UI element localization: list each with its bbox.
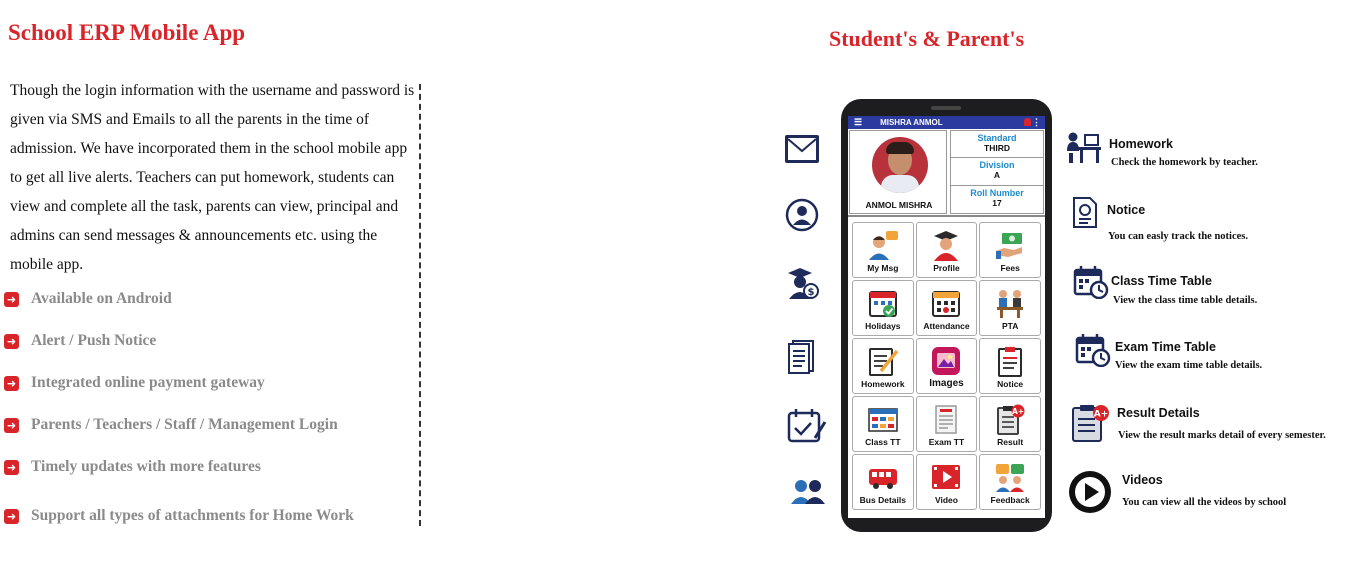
- tile-label: Attendance: [923, 321, 970, 331]
- feature-item: [4, 458, 261, 476]
- feature-text: Integrated online payment gateway: [31, 374, 265, 391]
- avatar: [872, 137, 928, 193]
- calendar-clock-icon: [1075, 333, 1111, 367]
- gallery-icon: [930, 345, 962, 377]
- tile-label: Feedback: [990, 495, 1030, 505]
- avatar-shirt: [881, 175, 919, 193]
- tile-label: Class TT: [865, 437, 901, 447]
- left-title: School ERP Mobile App: [8, 20, 246, 45]
- student-profile-card: [848, 129, 1045, 217]
- tile-exam-tt[interactable]: [916, 396, 978, 452]
- tile-label: Images: [929, 378, 964, 389]
- feature-title: Exam Time Table: [1115, 340, 1216, 354]
- feature-item: [4, 332, 156, 350]
- feature-desc: Check the homework by teacher.: [1111, 157, 1258, 168]
- tile-attendance[interactable]: [916, 280, 978, 336]
- tile-class-tt[interactable]: [852, 396, 914, 452]
- app-bar-title: MISHRA ANMOL: [880, 118, 943, 127]
- envelope-icon: [784, 134, 820, 164]
- feature-desc: You can easly track the notices.: [1108, 231, 1248, 242]
- hamburger-menu-icon[interactable]: ☰: [854, 117, 863, 127]
- info-standard: [950, 130, 1044, 158]
- feature-text: Timely updates with more features: [31, 458, 261, 475]
- arrow-right-icon: ➜: [4, 334, 19, 349]
- tile-label: Bus Details: [859, 495, 906, 505]
- tile-video[interactable]: [916, 454, 978, 510]
- app-tile-grid: [851, 221, 1042, 511]
- feature-desc: View the result marks detail of every semester.: [1118, 430, 1326, 441]
- tile-label: Profile: [933, 263, 960, 273]
- calendar-check-icon: [867, 287, 899, 319]
- tile-label: My Msg: [867, 263, 899, 273]
- calendar-grid-icon: [930, 287, 962, 319]
- avatar-hair: [886, 142, 914, 154]
- info-label: Roll Number: [970, 188, 1024, 198]
- student-name: ANMOL MISHRA: [865, 200, 933, 210]
- graduate-dollar-icon: [784, 265, 820, 301]
- app-bar: [848, 116, 1045, 129]
- info-value: A: [993, 170, 1001, 180]
- svg-text:$: $: [807, 287, 815, 298]
- feature-desc: View the class time table details.: [1113, 295, 1258, 306]
- avatar-box: [849, 130, 947, 214]
- feature-item: [4, 290, 172, 308]
- calendar-check-icon: [787, 408, 827, 444]
- film-play-icon: [930, 461, 962, 493]
- feature-desc: View the exam time table details.: [1115, 360, 1263, 371]
- feature-item: [4, 507, 354, 525]
- timetable-icon: [867, 403, 899, 435]
- document-list-icon: [788, 340, 814, 374]
- homework-pen-icon: [867, 345, 899, 377]
- tile-label: Notice: [997, 379, 1024, 389]
- feature-item: [4, 416, 338, 434]
- more-vert-icon[interactable]: ⋮: [1032, 117, 1041, 127]
- result-plus-icon: [994, 403, 1026, 435]
- arrow-right-icon: ➜: [4, 418, 19, 433]
- feature-title: Class Time Table: [1111, 274, 1212, 288]
- tile-result[interactable]: [979, 396, 1041, 452]
- tile-profile[interactable]: [916, 222, 978, 278]
- desk-study-icon: [1064, 131, 1102, 165]
- dashed-divider: [419, 84, 421, 526]
- cash-hand-icon: [994, 229, 1026, 261]
- feature-title: Videos: [1122, 473, 1163, 487]
- info-value: 17: [992, 198, 1002, 208]
- svg-text:A+: A+: [1012, 407, 1025, 416]
- arrow-right-icon: ➜: [4, 292, 19, 307]
- phone-speaker: [931, 106, 961, 110]
- svg-text:A+: A+: [1093, 409, 1109, 420]
- calendar-clock-icon: [1073, 265, 1109, 299]
- arrow-right-icon: ➜: [4, 509, 19, 524]
- phone-mockup: [841, 99, 1052, 532]
- center-title: Student's & Parent's: [829, 26, 1025, 51]
- info-division: [950, 158, 1044, 186]
- tile-label: Holidays: [865, 321, 901, 331]
- graduate-icon: [930, 229, 962, 261]
- info-label: Standard: [977, 133, 1017, 143]
- bus-icon: [867, 461, 899, 493]
- tile-label: Video: [934, 495, 958, 505]
- tile-label: Exam TT: [928, 437, 965, 447]
- tile-label: Result: [997, 437, 1024, 447]
- notice-clipboard-icon: [994, 345, 1026, 377]
- feature-title: Homework: [1109, 137, 1173, 151]
- feature-desc: You can view all the videos by school: [1122, 497, 1287, 508]
- phone-screen: [848, 116, 1045, 518]
- tile-label: Fees: [1000, 263, 1020, 273]
- info-roll-number: [950, 186, 1044, 214]
- tile-my-msg[interactable]: [852, 222, 914, 278]
- tile-label: PTA: [1001, 321, 1019, 331]
- play-circle-icon: [1068, 470, 1112, 514]
- student-info: [950, 130, 1044, 214]
- info-value: THIRD: [984, 143, 1010, 153]
- tile-images[interactable]: [916, 338, 978, 394]
- info-label: Division: [979, 160, 1015, 170]
- arrow-right-icon: ➜: [4, 376, 19, 391]
- tile-notice[interactable]: [979, 338, 1041, 394]
- tile-bus-details[interactable]: [852, 454, 914, 510]
- tile-feedback[interactable]: [979, 454, 1041, 510]
- meeting-icon: [994, 287, 1026, 319]
- feedback-icon: [994, 461, 1026, 493]
- feature-text: Alert / Push Notice: [31, 332, 157, 349]
- tile-label: Homework: [861, 379, 905, 389]
- feature-text: Parents / Teachers / Staff / Management Login: [31, 416, 338, 433]
- arrow-right-icon: ➜: [4, 460, 19, 475]
- feature-title: Result Details: [1117, 406, 1200, 420]
- feature-title: Notice: [1107, 203, 1146, 217]
- bell-icon[interactable]: [1024, 118, 1031, 126]
- result-sheet-icon: [1071, 403, 1111, 443]
- exam-sheet-icon: [930, 403, 962, 435]
- notice-sheet-icon: [1071, 196, 1099, 230]
- people-icon: [789, 478, 827, 506]
- intro-paragraph: Though the login information with the username and password is given via SMS and Emails to all the parents in the time of admission. We have incorporated them in the school mobile app to get all live alerts. Teachers can put homework, students can view and complete all the task, parents can view, principal and admins can send messages & announcements etc. using the mobile app.: [10, 82, 415, 273]
- tile-holidays[interactable]: [852, 280, 914, 336]
- chat-person-icon: [867, 229, 899, 261]
- feature-item: [4, 374, 265, 392]
- tile-pta[interactable]: [979, 280, 1041, 336]
- feature-text: Support all types of attachments for Home Work: [31, 507, 354, 524]
- user-circle-icon: [785, 198, 819, 232]
- tile-homework[interactable]: [852, 338, 914, 394]
- tile-fees[interactable]: [979, 222, 1041, 278]
- feature-text: Available on Android: [31, 290, 172, 307]
